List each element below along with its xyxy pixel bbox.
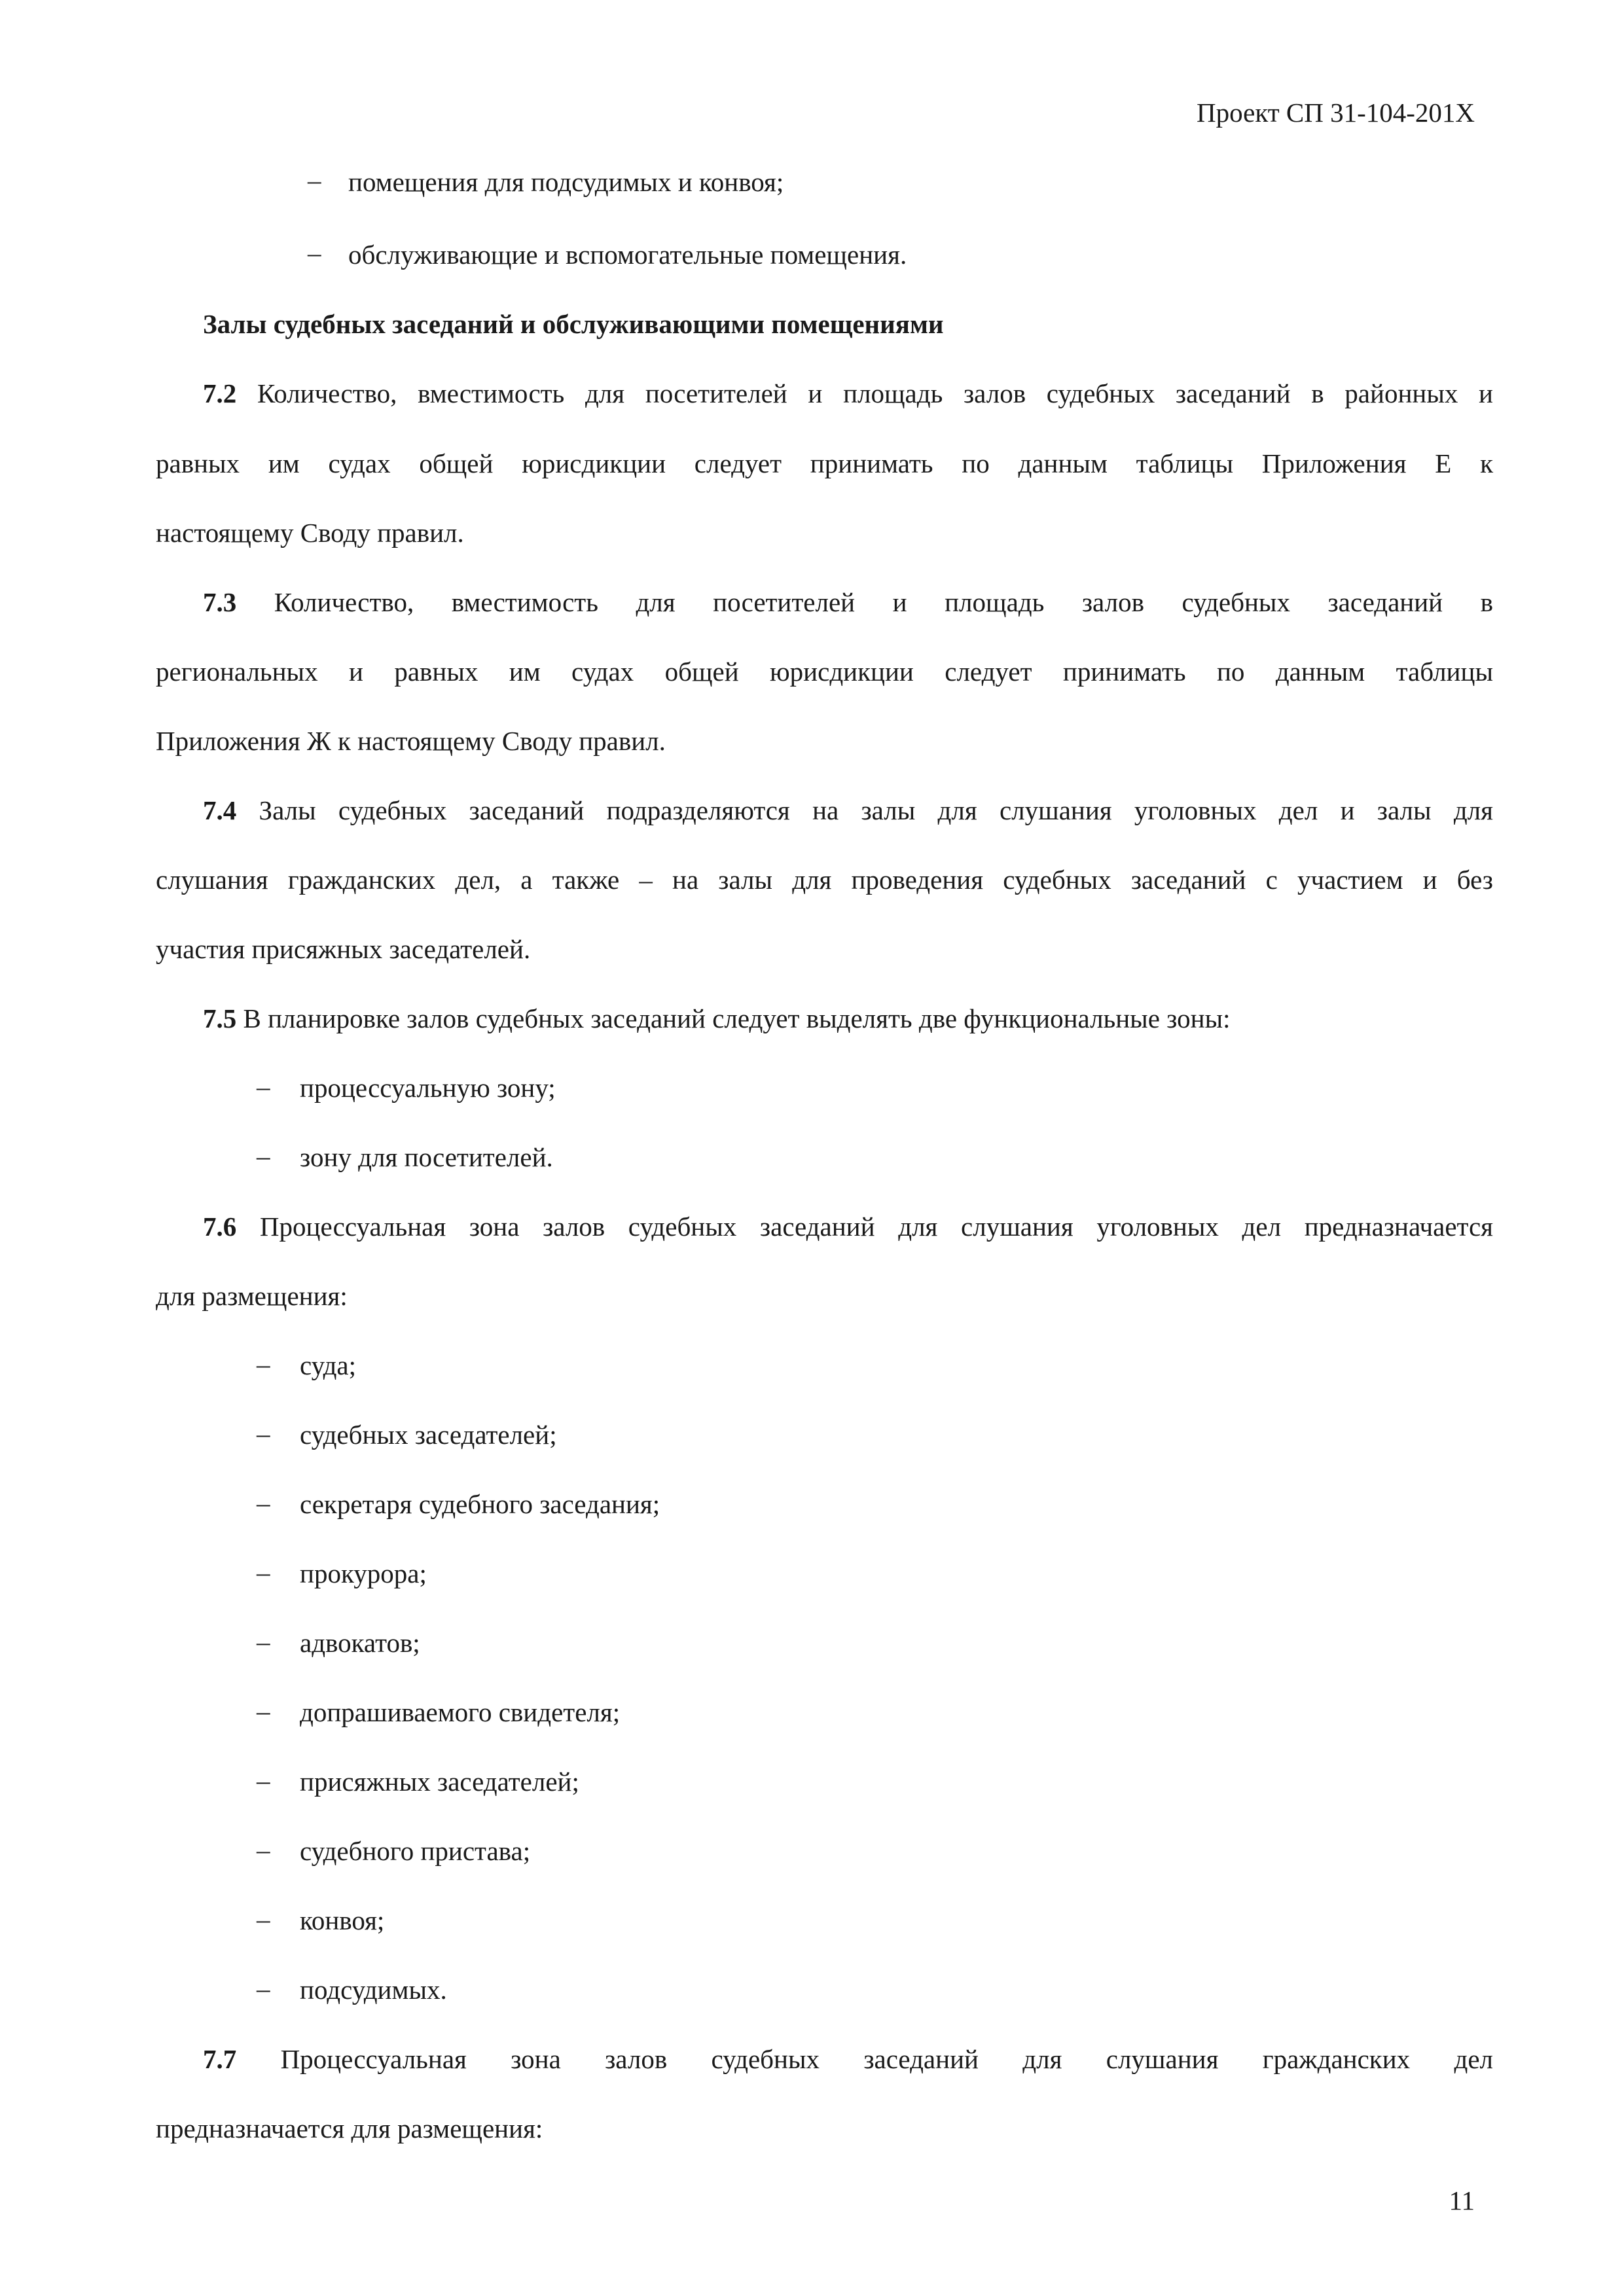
- paragraph-7-4-line-3: участия присяжных заседателей.: [156, 934, 531, 964]
- paragraph-7-2-line-3: настоящему Своду правил.: [156, 518, 464, 548]
- list-dash: –: [257, 1973, 270, 2003]
- list-item: прокурора;: [300, 1558, 427, 1588]
- list-item: процессуальную зону;: [300, 1073, 556, 1103]
- clause-number: 7.2: [203, 378, 237, 408]
- list-item: конвоя;: [300, 1905, 385, 1935]
- paragraph-text: Количество, вместимость для посетителей и площадь залов судебных заседаний в: [274, 587, 1493, 617]
- list-dash: –: [257, 1071, 270, 1102]
- paragraph-text: В планировке залов судебных заседаний следует выделять две функциональные зоны:: [243, 1003, 1231, 1033]
- paragraph-7-4-line-2: слушания гражданских дел, а также – на залы для проведения судебных заседаний с участием и без: [156, 865, 1493, 895]
- paragraph-7-7-line-1: [203, 2046, 1493, 2073]
- list-item: присяжных заседателей;: [300, 1767, 579, 1797]
- list-item: помещения для подсудимых и конвоя;: [348, 167, 784, 197]
- clause-number: 7.5: [203, 1003, 237, 1033]
- paragraph-7-6-line-1: [203, 1213, 1493, 1240]
- running-header: Проект СП 31-104-201Х: [1197, 98, 1475, 128]
- list-dash: –: [257, 1696, 270, 1726]
- clause-number: 7.7: [203, 2044, 237, 2074]
- list-dash: –: [257, 1488, 270, 1518]
- list-dash: –: [257, 1765, 270, 1795]
- paragraph-text: Процессуальная зона залов судебных заседаний для слушания гражданских дел: [280, 2044, 1494, 2074]
- list-item: допрашиваемого свидетеля;: [300, 1697, 621, 1727]
- paragraph-text: Залы судебных заседаний подразделяются на залы для слушания уголовных дел и залы для: [259, 795, 1494, 825]
- paragraph-7-6-line-2: для размещения:: [156, 1281, 348, 1311]
- clause-number: 7.6: [203, 1211, 237, 1242]
- list-dash: –: [257, 1141, 270, 1171]
- list-dash: –: [257, 1835, 270, 1865]
- paragraph-7-2-line-1: [203, 380, 1493, 407]
- paragraph-7-3-line-2: региональных и равных им судах общей юрисдикции следует принимать по данным таблицы: [156, 656, 1493, 687]
- list-item: обслуживающие и вспомогательные помещения.: [348, 240, 907, 270]
- paragraph-text: Процессуальная зона залов судебных заседаний для слушания уголовных дел предназначается: [259, 1211, 1493, 1242]
- list-dash: –: [257, 1418, 270, 1448]
- paragraph-7-3-line-1: [203, 589, 1493, 616]
- list-item: судебного пристава;: [300, 1836, 531, 1866]
- list-item: судебных заседателей;: [300, 1420, 557, 1450]
- paragraph-7-7-line-2: предназначается для размещения:: [156, 2113, 543, 2144]
- list-item: суда;: [300, 1350, 357, 1380]
- list-dash: –: [257, 1557, 270, 1587]
- list-dash: –: [257, 1349, 270, 1379]
- list-dash: –: [257, 1626, 270, 1657]
- paragraph-7-2-line-2: равных им судах общей юрисдикции следует принимать по данным таблицы Приложения Е к: [156, 448, 1493, 478]
- list-dash: –: [308, 165, 321, 195]
- clause-number: 7.3: [203, 587, 237, 617]
- paragraph-7-3-line-3: Приложения Ж к настоящему Своду правил.: [156, 726, 666, 756]
- paragraph-text: Количество, вместимость для посетителей и площадь залов судебных заседаний в районных и: [257, 378, 1494, 408]
- page-number: 11: [1449, 2185, 1475, 2215]
- paragraph-7-4-line-1: [203, 797, 1493, 824]
- list-item: адвокатов;: [300, 1628, 420, 1658]
- list-item: секретаря судебного заседания;: [300, 1489, 660, 1519]
- paragraph-7-5-line-1: [203, 1005, 1231, 1032]
- list-dash: –: [257, 1904, 270, 1934]
- list-item: подсудимых.: [300, 1975, 447, 2005]
- section-heading: Залы судебных заседаний и обслуживающими помещениями: [203, 309, 944, 339]
- clause-number: 7.4: [203, 795, 237, 825]
- list-item: зону для посетителей.: [300, 1142, 553, 1172]
- list-dash: –: [308, 238, 321, 268]
